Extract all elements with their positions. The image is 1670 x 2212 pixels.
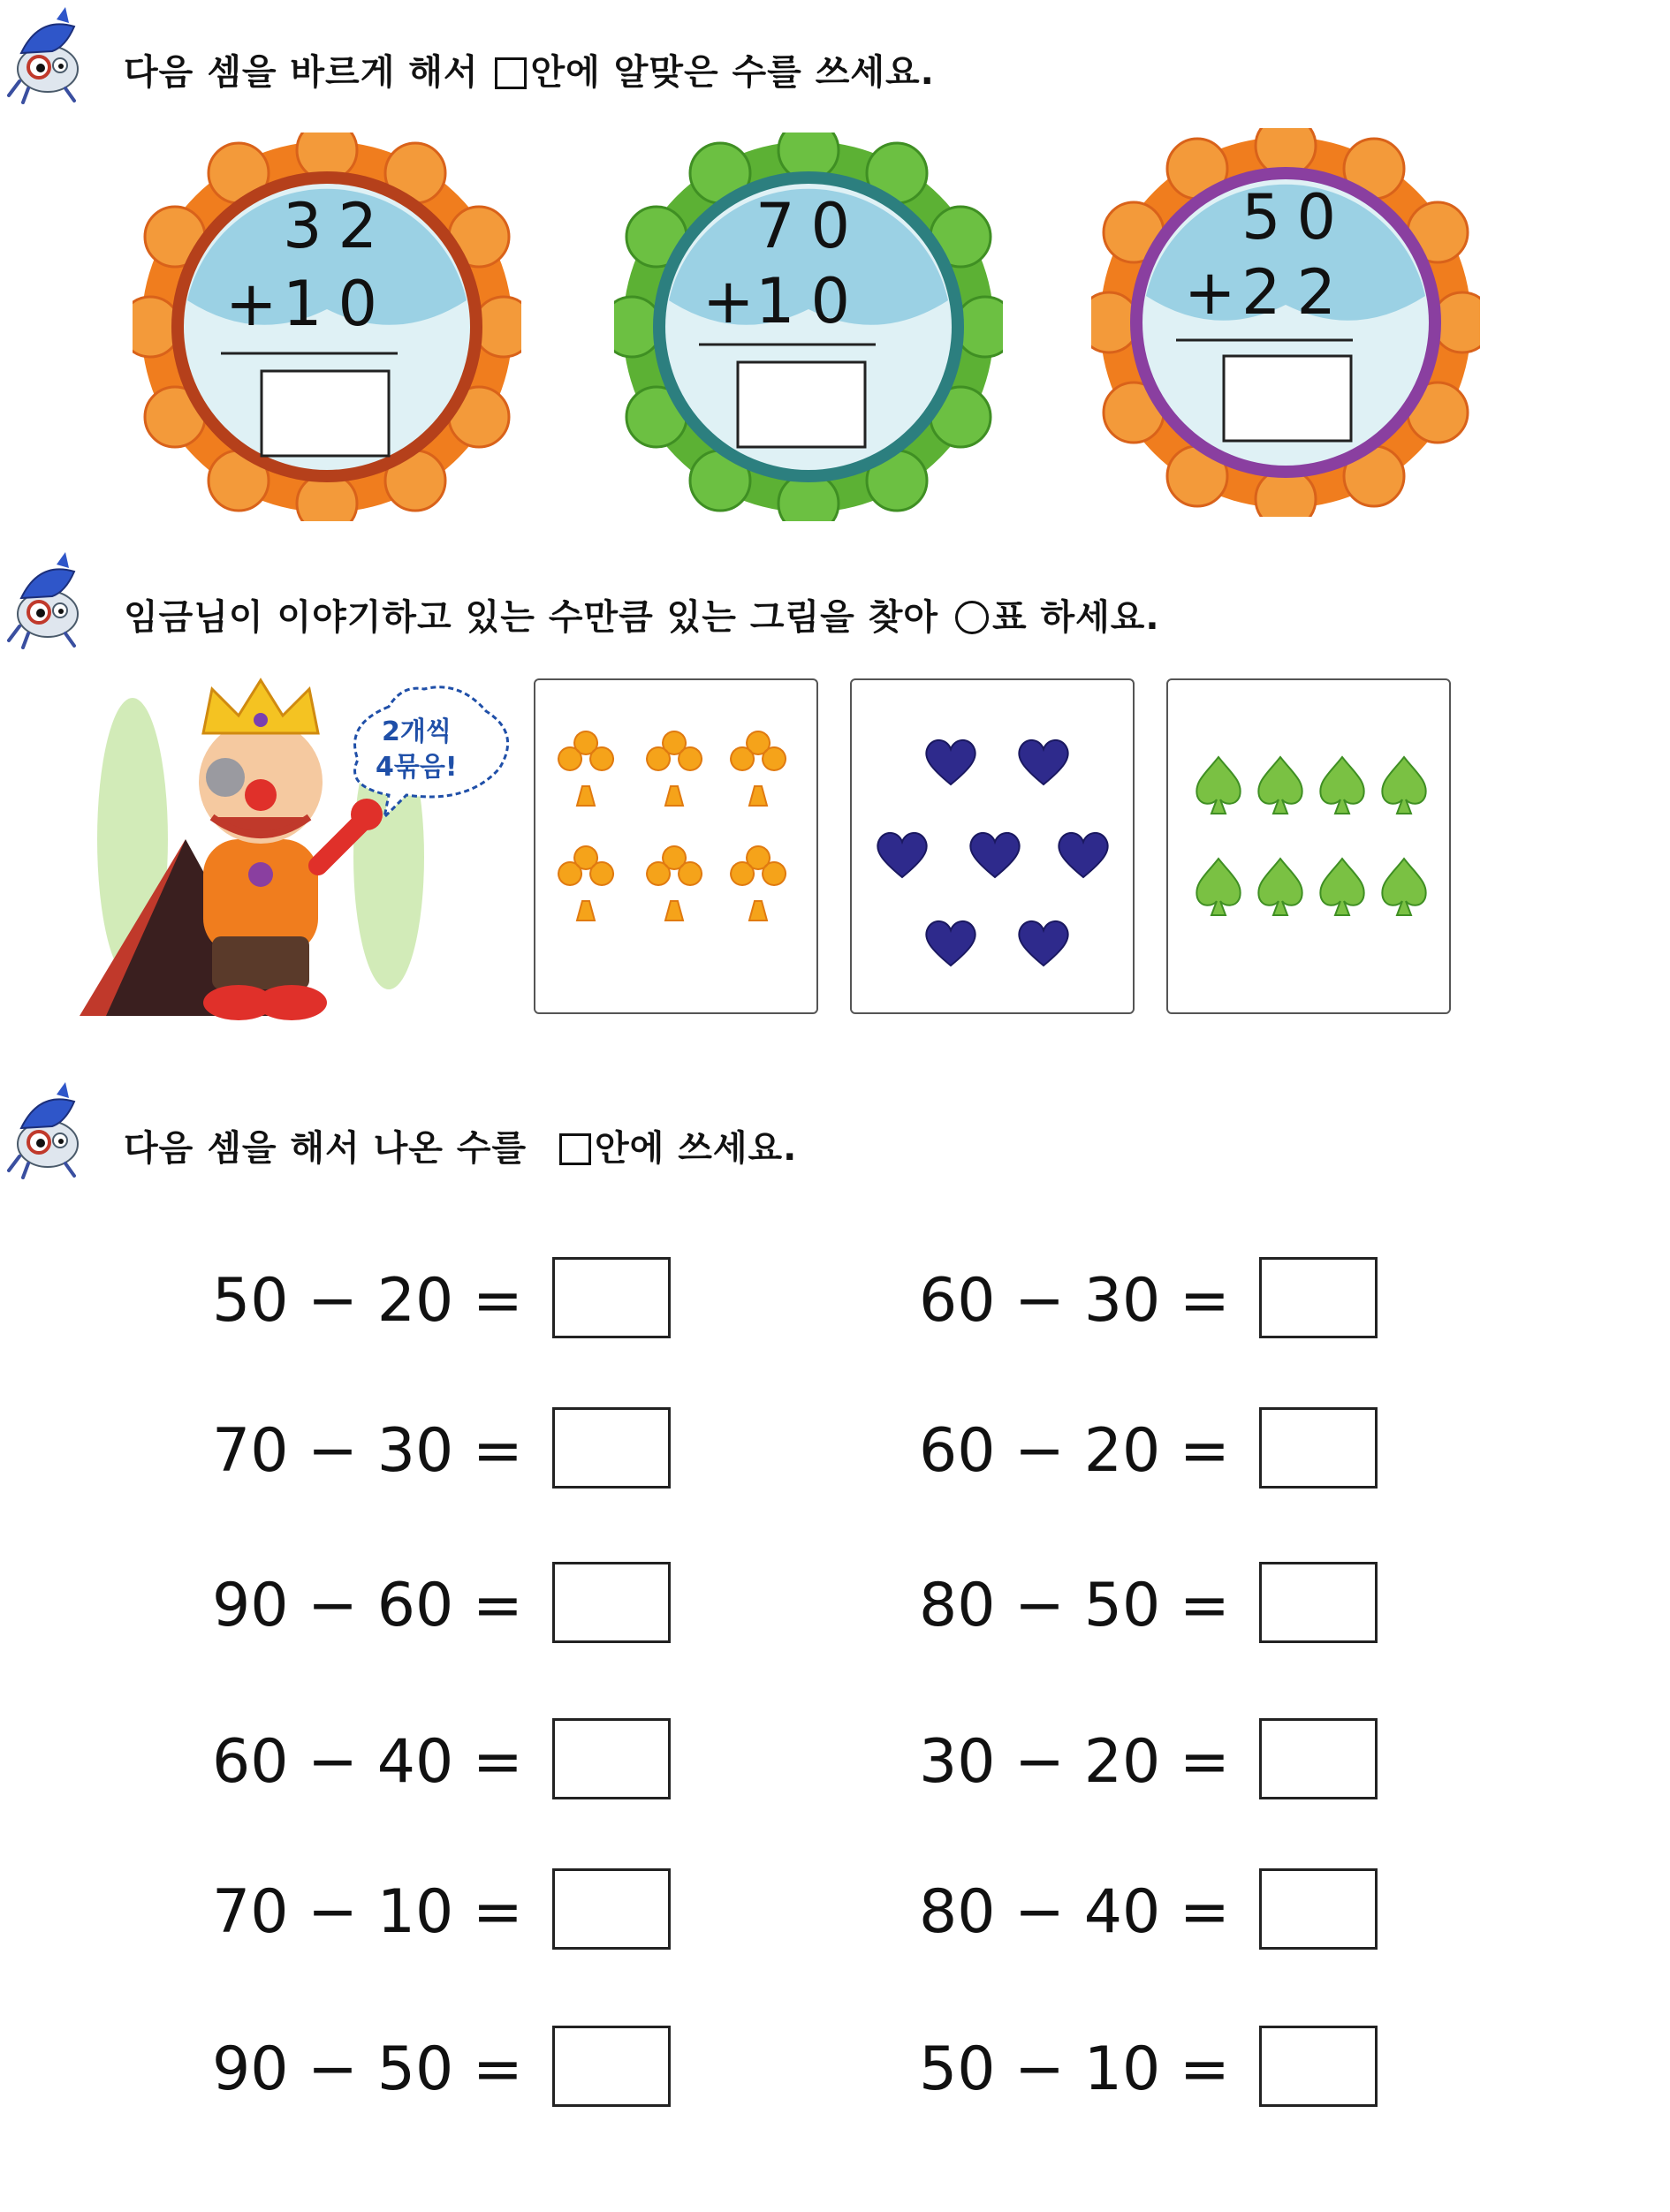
problem-3-operator: + bbox=[1184, 256, 1252, 329]
answer-box[interactable] bbox=[1259, 1257, 1378, 1338]
spade-icon-group bbox=[1168, 680, 1449, 1012]
equation-text: 30 − 20 = bbox=[919, 1727, 1230, 1797]
club-icon-group bbox=[535, 680, 816, 1012]
answer-box[interactable] bbox=[552, 1868, 671, 1950]
instruction-1-text-a: 다음 셈을 바르게 해서 bbox=[124, 52, 479, 93]
answer-box[interactable] bbox=[1259, 1407, 1378, 1489]
speech-line-1: 2개씩 bbox=[382, 716, 452, 747]
answer-square-icon bbox=[495, 57, 527, 89]
instruction-3-text-a: 다음 셈을 해서 나온 수를 bbox=[124, 1128, 528, 1169]
answer-box[interactable] bbox=[1259, 1718, 1378, 1799]
answer-box[interactable] bbox=[1259, 1562, 1378, 1643]
problem-2-top: 70 bbox=[755, 190, 867, 262]
answer-box[interactable] bbox=[552, 1562, 671, 1643]
equation-text: 90 − 60 = bbox=[212, 1571, 523, 1640]
instruction-2-text-b: 표 하세요. bbox=[991, 597, 1160, 638]
equation-text: 90 − 50 = bbox=[212, 2034, 523, 2104]
answer-box[interactable] bbox=[1259, 2026, 1378, 2107]
answer-box[interactable] bbox=[1259, 1868, 1378, 1950]
instruction-1-text-b: 안에 알맞은 수를 쓰세요. bbox=[530, 52, 935, 93]
mascot-icon bbox=[4, 1082, 92, 1179]
equation-text: 70 − 10 = bbox=[212, 1877, 523, 1947]
heart-icon-group bbox=[852, 680, 1133, 1012]
problem-2-bottom: 10 bbox=[755, 265, 867, 337]
equation-text: 60 − 30 = bbox=[919, 1266, 1230, 1336]
instruction-2-text-a: 임금님이 이야기하고 있는 수만큼 있는 그림을 찾아 bbox=[124, 597, 938, 638]
addition-problem-1 bbox=[133, 133, 521, 521]
choice-card-hearts[interactable] bbox=[850, 678, 1135, 1014]
circle-mark-icon bbox=[955, 601, 989, 634]
instruction-3 bbox=[124, 1120, 797, 1170]
equation-text: 60 − 40 = bbox=[212, 1727, 523, 1797]
mascot-icon bbox=[4, 552, 92, 649]
speech-line-2: 4묶음! bbox=[376, 752, 458, 783]
answer-box-3[interactable] bbox=[1224, 356, 1351, 441]
problem-2-operator: + bbox=[702, 265, 770, 337]
instruction-2 bbox=[124, 589, 1160, 640]
answer-box-2[interactable] bbox=[738, 362, 865, 447]
instruction-1 bbox=[124, 44, 935, 95]
mascot-icon bbox=[4, 7, 92, 104]
equation-text: 70 − 30 = bbox=[212, 1416, 523, 1486]
answer-box[interactable] bbox=[552, 1718, 671, 1799]
equation-text: 80 − 40 = bbox=[919, 1877, 1230, 1947]
equation-text: 50 − 20 = bbox=[212, 1266, 523, 1336]
problem-1-bottom: 10 bbox=[283, 268, 394, 340]
king-illustration bbox=[53, 663, 530, 1034]
equation-text: 60 − 20 = bbox=[919, 1416, 1230, 1486]
choice-card-spades[interactable] bbox=[1166, 678, 1451, 1014]
answer-box[interactable] bbox=[552, 1407, 671, 1489]
choice-card-clubs[interactable] bbox=[534, 678, 818, 1014]
addition-problem-2 bbox=[614, 133, 1003, 521]
answer-box[interactable] bbox=[552, 2026, 671, 2107]
problem-3-top: 50 bbox=[1241, 181, 1353, 254]
equation-text: 80 − 50 = bbox=[919, 1571, 1230, 1640]
problem-3-bottom: 22 bbox=[1241, 256, 1353, 329]
addition-problem-3 bbox=[1091, 128, 1480, 517]
answer-square-icon bbox=[559, 1133, 591, 1165]
problem-1-top: 32 bbox=[283, 190, 394, 262]
problem-1-operator: + bbox=[225, 268, 293, 340]
instruction-3-text-b: 안에 쓰세요. bbox=[595, 1128, 798, 1169]
equation-text: 50 − 10 = bbox=[919, 2034, 1230, 2104]
answer-box[interactable] bbox=[552, 1257, 671, 1338]
answer-box-1[interactable] bbox=[262, 371, 389, 456]
